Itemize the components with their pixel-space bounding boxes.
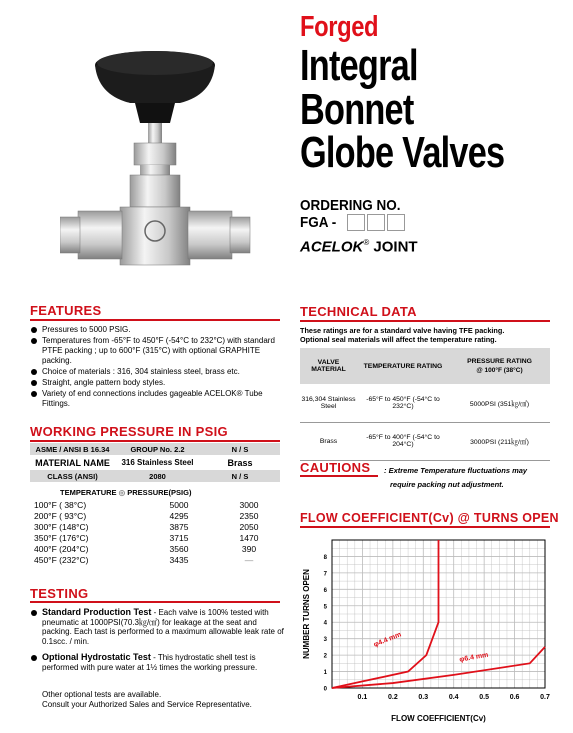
wp-header-cell: ASME / ANSI B 16.34 bbox=[30, 443, 115, 455]
tech-temp-cell: -65°F to 450°F (-54°C to 232°C) bbox=[366, 395, 440, 410]
ss-cell: 3715 bbox=[169, 533, 189, 543]
series-label: φ4.4 mm bbox=[372, 631, 403, 649]
x-tick-label: 0.6 bbox=[509, 694, 520, 701]
y-tick-label: 5 bbox=[323, 604, 327, 611]
y-tick-label: 8 bbox=[323, 554, 327, 561]
technical-rule bbox=[300, 320, 550, 322]
features-rule bbox=[30, 319, 280, 321]
x-tick-label: 0.2 bbox=[387, 694, 398, 701]
pressure-rating-head: PRESSURE RATING bbox=[467, 358, 532, 365]
ss-cell: 3560 bbox=[169, 544, 189, 554]
pressure-row bbox=[34, 511, 284, 522]
joint-suffix: JOINT bbox=[369, 238, 418, 256]
ss-cell: 5000 bbox=[169, 500, 189, 510]
testing-note: Consult your Authorized Sales and Service Representative. bbox=[42, 700, 252, 709]
tech-material-cell: 316,304 Stainless Steel bbox=[301, 395, 356, 410]
title-forged: Forged bbox=[300, 11, 379, 43]
cautions-rule bbox=[300, 475, 378, 477]
tech-pressure-cell: 3000PSI (211㎏/㎠) bbox=[470, 439, 529, 446]
wp-header-row bbox=[30, 443, 280, 455]
technical-intro-line: These ratings are for a standard valve having TFE packing. bbox=[300, 326, 505, 335]
tech-material-cell: Brass bbox=[319, 437, 338, 445]
wp-cell: N / S bbox=[200, 470, 280, 482]
technical-header-row bbox=[300, 348, 550, 384]
features-title: FEATURES bbox=[30, 303, 102, 318]
temp-cell: 450°F (232°C) bbox=[34, 555, 89, 565]
cautions-text bbox=[384, 464, 527, 492]
wp-cell: MATERIAL NAME bbox=[35, 457, 110, 468]
pressure-row bbox=[34, 544, 284, 555]
temp-cell: 100°F ( 38°C) bbox=[34, 500, 87, 510]
testing-notes bbox=[42, 690, 252, 710]
x-tick-label: 0.7 bbox=[540, 694, 550, 701]
tech-pressure-cell: 5000PSI (351㎏/㎠) bbox=[469, 400, 530, 408]
pressure-row bbox=[34, 500, 284, 511]
title-globe-valves: Globe Valves bbox=[300, 128, 505, 177]
x-tick-label: 0.5 bbox=[479, 694, 490, 701]
ss-cell: 3875 bbox=[169, 522, 189, 532]
temp-pressure-caption: TEMPERATURE ◎ PRESSURE(PSIG) bbox=[60, 488, 192, 497]
order-box-2 bbox=[367, 214, 385, 231]
temp-cell: 300°F (148°C) bbox=[34, 522, 89, 532]
brass-cell: 2050 bbox=[239, 522, 259, 532]
x-tick-label: 0.3 bbox=[418, 694, 429, 701]
technical-header-cell: VALVE MATERIAL bbox=[300, 348, 357, 384]
y-tick-label: 6 bbox=[323, 587, 327, 594]
wp-cell: CLASS (ANSI) bbox=[30, 470, 115, 482]
technical-header-cell bbox=[449, 348, 550, 384]
ordering-label: ORDERING NO. bbox=[300, 197, 401, 214]
wp-class-row bbox=[30, 470, 280, 482]
reg-mark: ® bbox=[363, 238, 370, 247]
technical-header-cell: TEMPERATURE RATING bbox=[357, 348, 449, 384]
cautions-line: require packing nut adjustment. bbox=[390, 480, 504, 489]
testing-item bbox=[30, 608, 288, 646]
testing-list bbox=[30, 608, 288, 673]
pressure-row bbox=[34, 555, 284, 566]
wp-material-row bbox=[30, 455, 280, 470]
brass-cell: — bbox=[244, 555, 254, 565]
ss-cell: 4295 bbox=[169, 511, 189, 521]
technical-intro bbox=[300, 327, 504, 344]
wp-header-cell: N / S bbox=[200, 443, 280, 455]
y-axis-label: NUMBER TURNS OPEN bbox=[302, 569, 311, 659]
tech-temp-cell: -65°F to 400°F (-54°C to 204°C) bbox=[366, 434, 440, 448]
x-axis-label: FLOW COEFFICIENT(Cv) bbox=[391, 714, 486, 723]
cautions-title: CAUTIONS bbox=[300, 460, 371, 475]
pressure-values bbox=[34, 500, 284, 566]
title-integral: Integral bbox=[300, 41, 418, 90]
x-tick-label: 0.4 bbox=[448, 694, 459, 701]
testing-item-head: Optional Hydrostatic Test bbox=[42, 652, 151, 662]
joint-line bbox=[300, 238, 418, 256]
working-pressure-table bbox=[30, 443, 280, 482]
technical-table bbox=[300, 348, 550, 461]
technical-intro-line: Optional seal materials will affect the temperature rating. bbox=[300, 334, 497, 344]
x-tick-label: 0.1 bbox=[357, 694, 368, 701]
flow-coefficient-chart bbox=[295, 528, 560, 728]
brass-cell: 3000 bbox=[239, 500, 259, 510]
wp-cell: 316 Stainless Steel bbox=[121, 458, 194, 467]
testing-item-text: - Each valve is 100% tested with pneumatic at 1000PSI(70.3㎏/㎠) for leakage at the seat and packing. Each tast is performed to a maximum allowable leak rate of 0.1scc. / min. bbox=[42, 608, 284, 646]
pressure-rating-sub: @ 100°F (38°C) bbox=[476, 367, 523, 374]
brass-cell: 390 bbox=[241, 544, 257, 554]
y-tick-label: 1 bbox=[323, 670, 327, 677]
y-tick-label: 0 bbox=[323, 686, 327, 693]
technical-row bbox=[300, 384, 550, 422]
temp-cell: 350°F (176°C) bbox=[34, 533, 89, 543]
cautions-line: : Extreme Temperature fluctuations may bbox=[384, 466, 528, 475]
pressure-label: PRESSURE(PSIG) bbox=[127, 488, 192, 497]
technical-row bbox=[300, 422, 550, 460]
temp-cell: 200°F ( 93°C) bbox=[34, 511, 87, 521]
feature-item: Pressures to 5000 PSIG. bbox=[30, 325, 280, 335]
testing-item-head: Standard Production Test bbox=[42, 607, 152, 617]
order-box-1 bbox=[347, 214, 365, 231]
testing-item-text: - This hydrostatic shell test is performed with pure water at 1½ times the working pressure. bbox=[42, 653, 258, 672]
temp-cell: 400°F (204°C) bbox=[34, 544, 89, 554]
y-tick-label: 3 bbox=[323, 637, 327, 644]
chart-title: FLOW COEFFICIENT(Cv) @ TURNS OPEN bbox=[300, 511, 559, 525]
y-tick-label: 7 bbox=[323, 571, 327, 578]
ordering-code: FGA - bbox=[300, 214, 337, 231]
feature-item: Temperatures from -65°F to 450°F (-54°C to 232°C) with standard PTFE packing ; up to 600°F (315°C) with optional GRAPHITE packing. bbox=[30, 336, 280, 366]
order-box-3 bbox=[387, 214, 405, 231]
y-tick-label: 2 bbox=[323, 653, 327, 660]
testing-title: TESTING bbox=[30, 586, 89, 601]
technical-title: TECHNICAL DATA bbox=[300, 304, 417, 319]
pressure-row bbox=[34, 522, 284, 533]
working-pressure-title: WORKING PRESSURE IN PSIG bbox=[30, 424, 228, 439]
wp-cell: Brass bbox=[227, 457, 253, 468]
series-label: φ6.4 mm bbox=[458, 651, 489, 664]
ss-cell: 3435 bbox=[169, 555, 189, 565]
brass-cell: 2350 bbox=[239, 511, 259, 521]
valve-image bbox=[60, 25, 285, 275]
feature-item: Straight, angle pattern body styles. bbox=[30, 378, 280, 388]
ordering-code-row bbox=[300, 214, 405, 232]
brass-cell: 1470 bbox=[239, 533, 259, 543]
acelok-brand: ACELOK bbox=[300, 238, 364, 256]
temperature-label: TEMPERATURE bbox=[60, 488, 117, 497]
pressure-row bbox=[34, 533, 284, 544]
feature-item: Variety of end connections includes gageable ACELOK® Tube Fittings. bbox=[30, 389, 280, 409]
title-bonnet: Bonnet bbox=[300, 85, 414, 134]
wp-header-cell: GROUP No. 2.2 bbox=[115, 443, 200, 455]
testing-rule bbox=[30, 601, 280, 603]
feature-item: Choice of materials : 316, 304 stainless steel, brass etc. bbox=[30, 367, 280, 377]
y-tick-label: 4 bbox=[323, 620, 327, 627]
wp-cell: 2080 bbox=[115, 470, 200, 482]
features-list bbox=[30, 325, 280, 410]
working-pressure-rule bbox=[30, 440, 280, 442]
testing-note: Other optional tests are available. bbox=[42, 690, 162, 699]
testing-item bbox=[30, 653, 288, 672]
